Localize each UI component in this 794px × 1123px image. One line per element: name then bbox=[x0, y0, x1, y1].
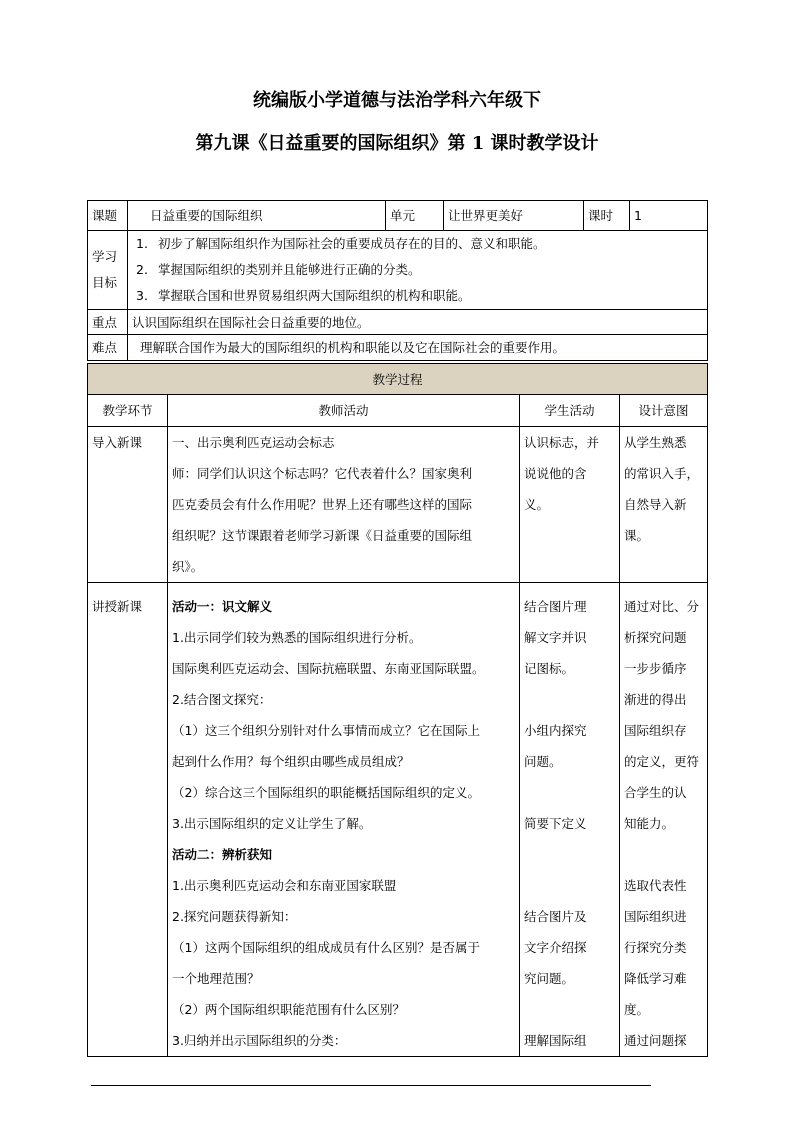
lesson-info-table bbox=[87, 200, 708, 361]
new-student: 结合图片理 解文字并识 记图标。 小组内探究 问题。 简要下定义 结合图片及 文字介绍探 究问题。 理解国际组 bbox=[520, 583, 620, 1057]
intro-teacher: 一、出示奥利匹克运动会标志 师：同学们认识这个标志吗？它代表着什么？国家奥利 匹克委员会有什么作用呢？世界上还有哪些这样的国际 组织呢？这节课跟着老师学习新课《日益重要的国际组 织》。 bbox=[168, 427, 520, 583]
intro-stage: 导入新课 bbox=[88, 427, 168, 583]
footer-rule bbox=[91, 1085, 651, 1086]
process-title: 教学过程 bbox=[88, 364, 708, 395]
header-student: 学生活动 bbox=[520, 395, 620, 427]
header-stage: 教学环节 bbox=[88, 395, 168, 427]
header-teacher: 教师活动 bbox=[168, 395, 520, 427]
goals-label: 学习目标 bbox=[88, 231, 128, 310]
unit-value: 让世界更美好 bbox=[444, 201, 584, 231]
lesson-label: 课题 bbox=[88, 201, 128, 231]
intro-student: 认识标志，并 说说他的含 义。 bbox=[520, 427, 620, 583]
goal-item: 3. 掌握联合国和世界贸易组织两大国际组织的机构和职能。 bbox=[136, 288, 471, 303]
goal-item: 1. 初步了解国际组织作为国际社会的重要成员存在的目的、意义和职能。 bbox=[136, 236, 546, 251]
key-value: 认识国际组织在国际社会日益重要的地位。 bbox=[128, 310, 708, 335]
unit-label: 单元 bbox=[386, 201, 444, 231]
intro-design: 从学生熟悉 的常识入手， 自然导入新 课。 bbox=[620, 427, 708, 583]
document-title: 统编版小学道德与法治学科六年级下 bbox=[253, 90, 541, 111]
new-stage: 讲授新课 bbox=[88, 583, 168, 1057]
new-teacher: 活动一：识文解义 1.出示同学们较为熟悉的国际组织进行分析。 国际奥利匹克运动会、国际抗癌联盟、东南亚国际联盟。 2.结合图文探究： （1）这三个组织分别针对什么事情而成立？它在国际上 起到什么作用？每个组织由哪些成员组成？ （2）综合这三个国际组织的职能概括国际组织的定义。 3.出示国际组织的定义让学生了解。 活动二：辨析获知 1.出示奥利匹克运动会和东南亚国家联盟 2.探究问题获得新知： （1）这两个国际组织的组成成员有什么区别？是否属于 一个地理范围？ （2）两个国际组织职能范围有什么区别？ 3.归纳并出示国际组织的分类： bbox=[168, 583, 520, 1057]
period-label: 课时 bbox=[584, 201, 630, 231]
goals-cell bbox=[128, 231, 708, 310]
header-design: 设计意图 bbox=[620, 395, 708, 427]
difficulty-label: 难点 bbox=[88, 335, 128, 361]
lesson-value: 日益重要的国际组织 bbox=[128, 201, 386, 231]
new-design: 通过对比、分 析探究问题 一步步循序 渐进的得出 国际组织存 的定义，更符 合学生的认 知能力。 选取代表性 国际组织进 行探究分类 降低学习难 度。 通过问题探 bbox=[620, 583, 708, 1057]
teaching-process-table bbox=[87, 363, 708, 1057]
goal-item: 2. 掌握国际组织的类别并且能够进行正确的分类。 bbox=[136, 262, 421, 277]
key-label: 重点 bbox=[88, 310, 128, 335]
difficulty-value: 理解联合国作为最大的国际组织的机构和职能以及它在国际社会的重要作用。 bbox=[128, 335, 708, 361]
document-subtitle: 第九课《日益重要的国际组织》第 1 课时教学设计 bbox=[195, 133, 599, 154]
period-value: 1 bbox=[630, 201, 708, 231]
